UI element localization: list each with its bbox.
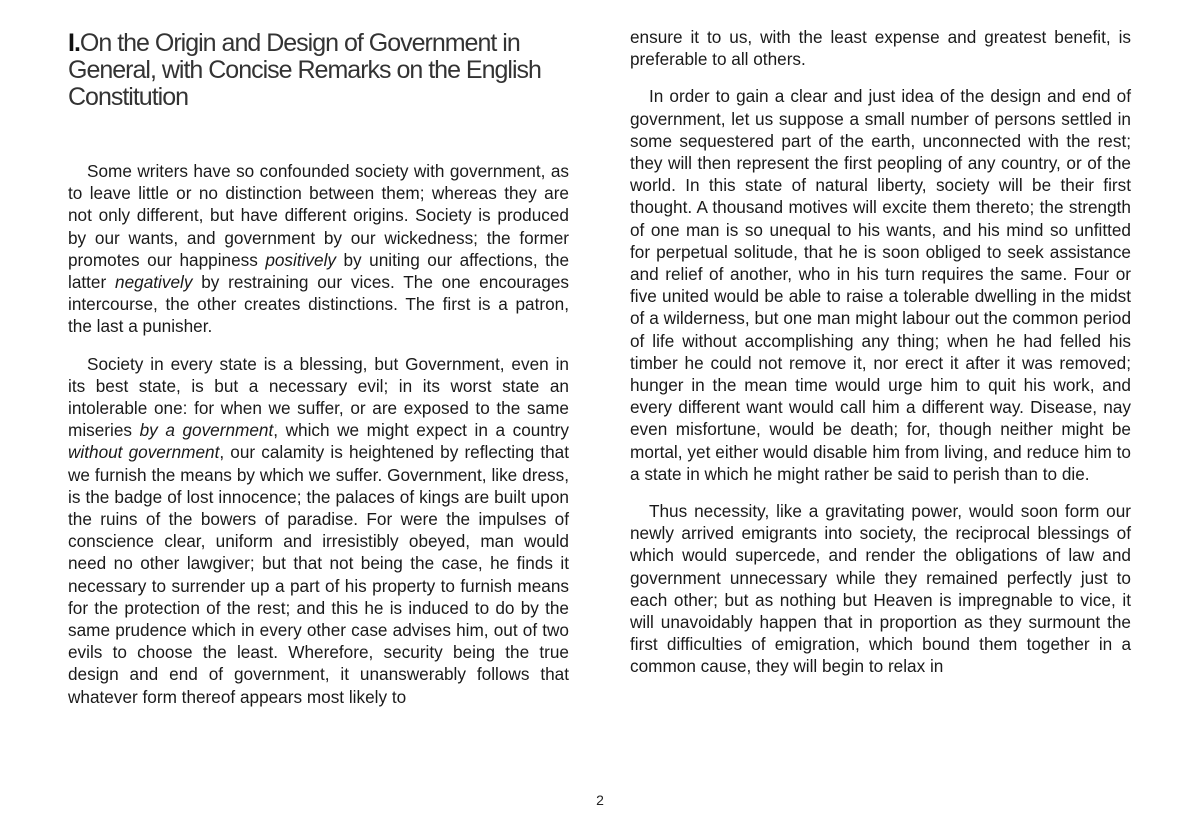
paragraph-text: , our calamity is heightened by reflecting that we furnish the means by which we suffer. Government, like dress, is the badge of lost innocence; the palaces of kings are built upon the ruins of the bowers of paradise. For were the impulses of conscience clear, uniform and irresistibly obeyed, man would need no other lawgiver; but that not being the case, he finds it necessary to surrender up a part of his property to furnish means for the protection of the rest; and this he is induced to do by the same prudence which in every other case advises him, out of two evils to choose the least. Wherefore, security being the true design and end of government, it unanswerably follows that whatever form thereof appears most likely to bbox=[68, 442, 569, 707]
paragraph-text: Society in every state is a blessing, but Government, even in its best state, is but a necessary evil; in its worst state an intolerable one: for when we suffer, or are exposed to the same miseries bbox=[68, 353, 569, 441]
italic-text: negatively bbox=[115, 272, 193, 293]
paragraph-text: , which we might expect in a country bbox=[273, 420, 569, 441]
paragraph-continued: ensure it to us, with the least expense and greatest benefit, is preferable to all others. bbox=[630, 27, 1131, 70]
page-number: 2 bbox=[596, 792, 604, 808]
chapter-number: I. bbox=[68, 29, 80, 57]
paragraph: Thus necessity, like a gravitating power, would soon form our newly arrived emigrants into society, the reciprocal blessings of which would supercede, and render the obligations of law and government unnecessary while they remained perfectly just to each other; but as nothing but Heaven is impregnable to vice, it will unavoidably happen that in proportion as they surmount the first difficulties of emigration, which bound them together in a common cause, they will begin to relax in bbox=[630, 501, 1131, 677]
chapter-title: On the Origin and Design of Government in General, with Concise Remarks on the English Constitution bbox=[68, 29, 541, 111]
paragraph bbox=[68, 353, 569, 708]
paragraph bbox=[68, 160, 569, 338]
chapter-heading bbox=[68, 30, 569, 111]
italic-text: without government bbox=[68, 442, 220, 463]
paragraph-text: Some writers have so confounded society with government, as to leave little or no distinction between them; whereas they are not only different, but have different origins. Society is produced by our wants, and government by our wickedness; the former promotes our happiness bbox=[68, 161, 569, 270]
paragraph-text: by uniting our affections, the latter bbox=[68, 249, 570, 293]
right-column bbox=[630, 26, 1131, 693]
italic-text: by a government bbox=[139, 420, 274, 441]
paragraph: In order to gain a clear and just idea of the design and end of government, let us suppose a small number of persons settled in some sequestered part of the earth, unconnected with the rest; they will then represent the first peopling of any country, or of the world. In this state of natural liberty, society will be their first thought. A thousand motives will excite them thereto; the strength of one man is so unequal to his wants, and his mind so unfitted for perpetual solitude, that he is soon obliged to seek assistance and relief of another, who in his turn requires the same. Four or five united would be able to raise a tolerable dwelling in the midst of a wilderness, but one man might labour out the common period of life without accomplishing any thing; when he had felled his timber he could not remove it, nor erect it after it was removed; hunger in the mean time would urge him to quit his work, and every different want would call him a different way. Disease, nay even misfortune, would be death; for, though neither might be mortal, yet either would disable him from living, and reduce him to a state in which he might rather be said to perish than to die. bbox=[630, 86, 1131, 484]
italic-text: positively bbox=[265, 249, 337, 270]
chapter-heading-block bbox=[68, 30, 569, 160]
paragraph-text: by restraining our vices. The one encourages intercourse, the other creates distinctions. The first is a patron, the last a punisher. bbox=[68, 272, 569, 337]
left-column bbox=[68, 26, 569, 723]
